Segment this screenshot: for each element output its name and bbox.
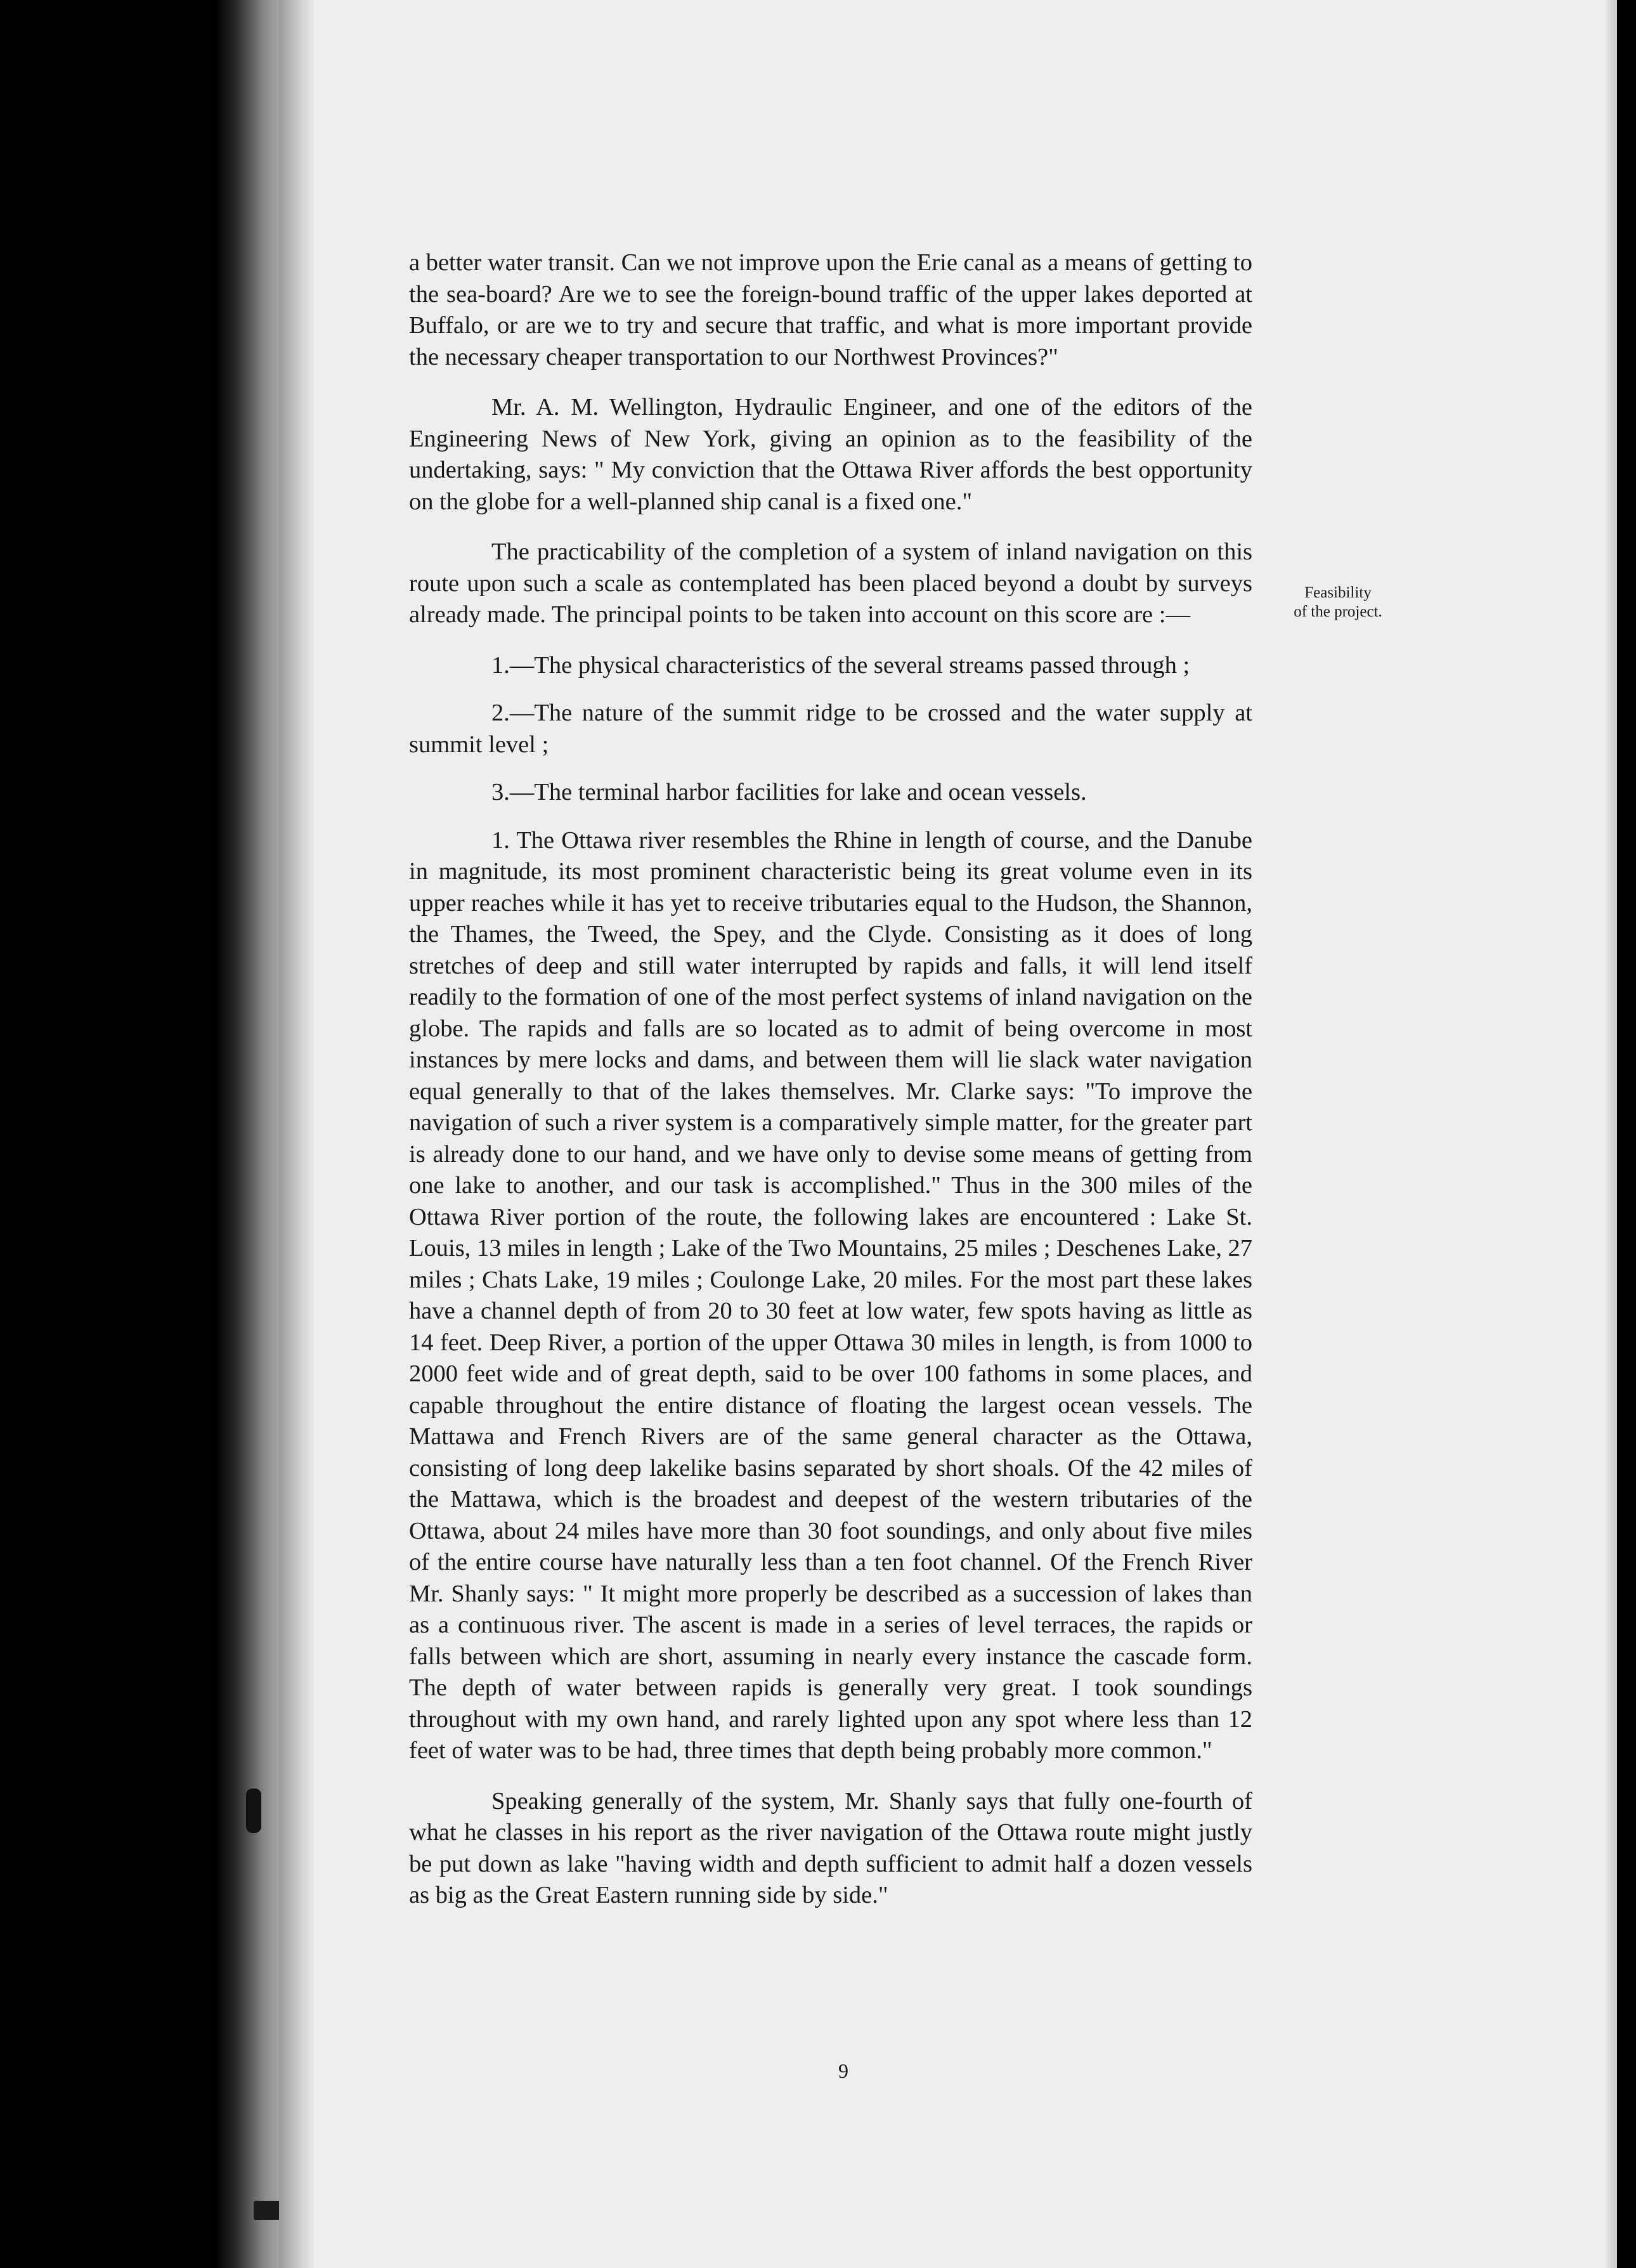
list-item-2: 2.—The nature of the summit ridge to be crossed and the water supply at summit level ; — [409, 700, 1252, 758]
ink-blot — [246, 1789, 261, 1833]
page-number: 9 — [838, 2059, 848, 2082]
list-item-1: 1.—The physical characteristics of the several streams passed through ; — [491, 651, 1190, 679]
margin-note-line-2: of the project. — [1294, 603, 1382, 620]
page-gutter — [279, 0, 314, 2268]
paragraph-shanly-summary: Speaking generally of the system, Mr. Shanly says that fully one-fourth of what he classes in his report as the river navigation of the Ottawa route might justly be put down as lake "having width and depth sufficient to admit half a dozen vessels as big as the Great Eastern running side by side." — [409, 1787, 1252, 1908]
paragraph-wellington: Mr. A. M. Wellington, Hydraulic Engineer, and one of the editors of the Engineering News of New York, giving an opinion as to the feasibility of the undertaking, says: " My conviction that the Ottawa River affords the best opportunity on the globe for a well-planned ship canal is a fixed one." — [409, 394, 1252, 515]
list-item-3: 3.—The terminal harbor facilities for lake and ocean vessels. — [491, 779, 1087, 805]
margin-note-line-1: Feasibility — [1304, 584, 1372, 601]
scan-left-edge — [216, 0, 285, 2268]
paragraph-ottawa-river: 1. The Ottawa river resembles the Rhine in length of course, and the Danube in magnitude, its most prominent characteristic being its great volume even in its upper reaches while it has yet to receive tributaries equal to the Hudson, the Shannon, the Thames, the Tweed, the Spey, and the Clyde. Consisting as it does of long stretches of deep and still water interrupted by rapids and falls, it will lend itself readily to the formation of one of the most perfect systems of inland navigation on the globe. The rapids and falls are so located as to admit of being overcome in most instances by mere locks and dams, and between them will lie slack water navigation equal generally to that of the lakes themselves. Mr. Clarke says: "To improve the navigation of such a river system is a comparatively simple matter, for the greater part is already done to our hand, and we have only to devise some means of getting from one lake to another, and our task is accomplished." Thus in the 300 miles of the Ottawa River portion of the route, the following lakes are encountered : Lake St. Louis, 13 miles in length ; Lake of the Two Mountains, 25 miles ; Deschenes Lake, 27 miles ; Chats Lake, 19 miles ; Coulonge Lake, 20 miles. For the most part these lakes have a channel depth of from 20 to 30 feet at low water, few spots having as little as 14 feet. Deep River, a portion of the upper Ottawa 30 miles in length, is from 1000 to 2000 feet wide and of great depth, said to be over 100 fathoms in some places, and capable throughout the entire distance of floating the largest ocean vessels. The Mattawa and French Rivers are of the same general character as the Ottawa, consisting of long deep lakelike basins separated by short shoals. Of the 42 miles of the Mattawa, which is the broadest and deepest of the western tributaries of the Ottawa, about 24 miles have more than 30 foot soundings, and only about five miles of the entire course have naturally less than a ten foot channel. Of the French River Mr. Shanly says: " It might more properly be described as a succession of lakes than as a continuous river. The ascent is made in a series of level terraces, the rapids or falls between which are short, assuming in nearly every instance the cascade form. The depth of water between rapids is generally very great. I took soundings throughout with my own hand, and rarely lighted upon any spot where less than 12 feet of water was to be had, three times that depth being probably more common." — [409, 826, 1252, 1764]
body-text — [409, 247, 1252, 1912]
paragraph-practicability: The practicability of the completion of a system of inland navigation on this route upon such a scale as contemplated has been placed beyond a doubt by surveys already made. The principal points to be taken into account on this score are :— — [409, 538, 1252, 628]
paragraph-continuation: a better water transit. Can we not improve upon the Erie canal as a means of getting to the sea-board? Are we to see the foreign-bound traffic of the upper lakes deported at Buffalo, or are we to try and secure that traffic, and what is more important provide the necessary cheaper transportation to our Northwest Provinces?" — [409, 249, 1252, 370]
margin-note — [1275, 583, 1401, 622]
page-edge-shadow — [1606, 0, 1617, 2268]
